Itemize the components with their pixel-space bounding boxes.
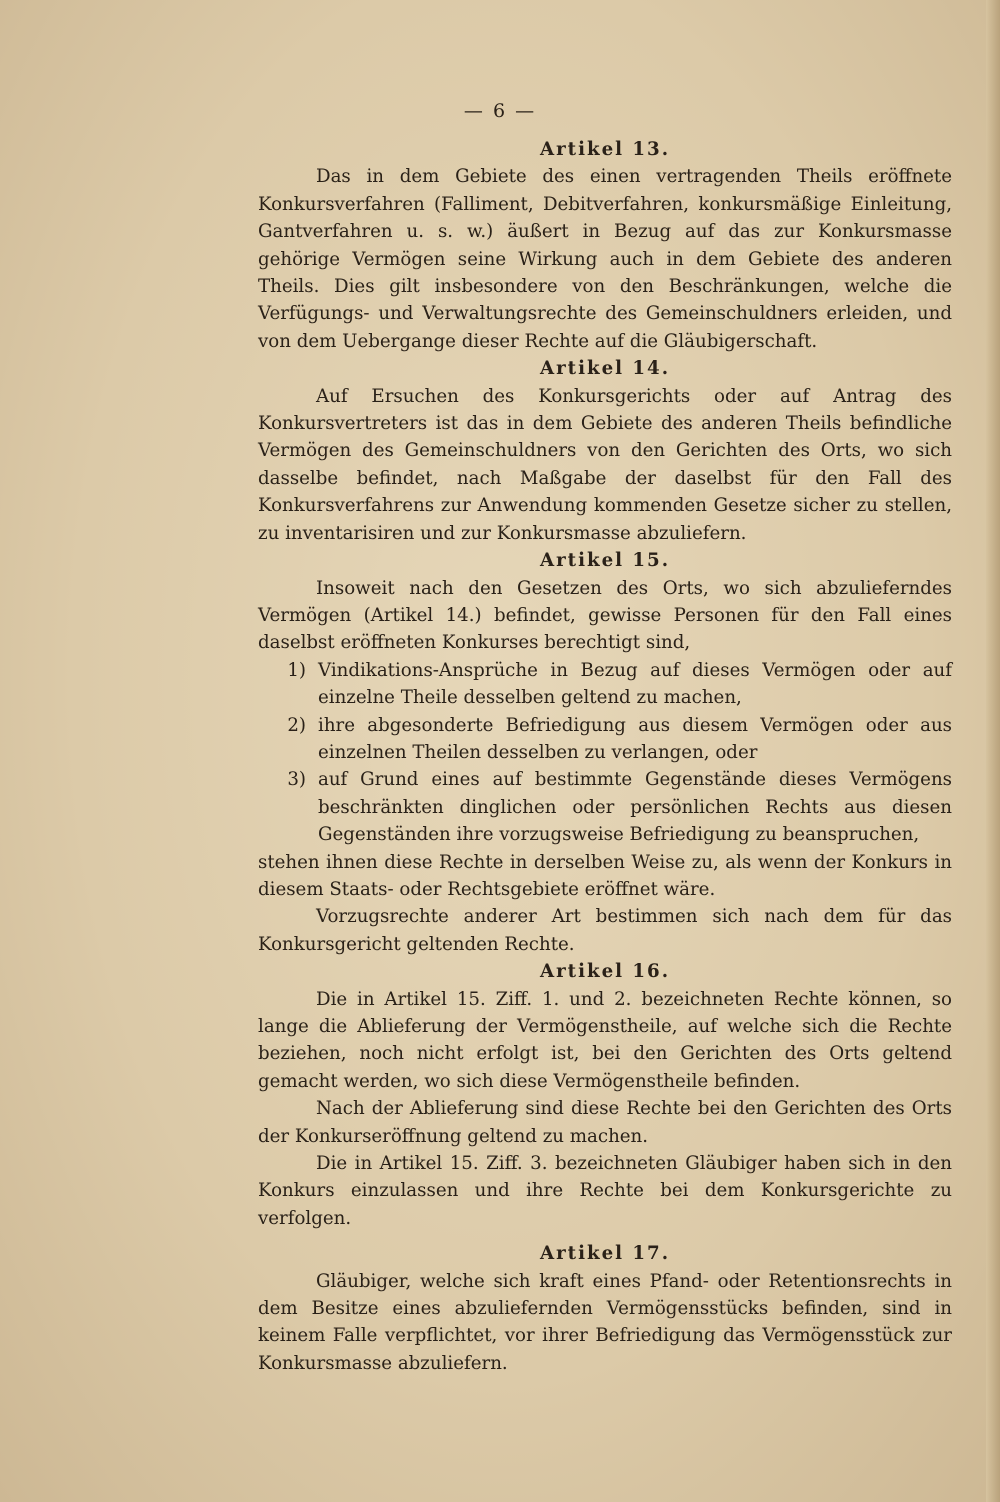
paragraph-closing: stehen ihnen diese Rechte in derselben Weise zu, als wenn der Konkurs in diesem Staats- oder Rechtsgebiete eröffnet wäre. — [258, 851, 952, 900]
list-item-text: Vindikations-Ansprüche in Bezug auf dieses Vermögen oder auf einzelne Theile desselben geltend zu machen, — [318, 659, 952, 709]
paragraph: Vorzugsrechte anderer Art bestimmen sich nach dem für das Konkursgericht geltenden Rechte. — [258, 906, 952, 955]
article-heading: Artikel 16. — [539, 961, 671, 983]
article-heading: Artikel 17. — [539, 1243, 671, 1265]
page-edge — [986, 0, 1000, 1502]
paragraph-intro: Insoweit nach den Gesetzen des Orts, wo sich abzulieferndes Vermögen (Artikel 14.) befindet, gewisse Personen für den Fall eines daselbst eröffneten Konkurses berechtigt sind, — [258, 577, 952, 654]
article-13 — [258, 136, 952, 355]
enumerated-list — [258, 657, 952, 849]
article-heading: Artikel 15. — [539, 550, 671, 572]
list-item-number: 2) — [287, 714, 306, 736]
article-17 — [258, 1240, 952, 1377]
article-16 — [258, 958, 952, 1232]
list-item-text: auf Grund eines auf bestimmte Gegenstände dieses Vermögens beschränkten dinglichen oder persönlichen Rechts aus diesen Gegenständen ihre vorzugsweise Befriedigung zu beanspruchen, — [318, 769, 952, 846]
paragraph: Gläubiger, welche sich kraft eines Pfand- oder Retentionsrechts in dem Besitze eines abzuliefernden Vermögensstücks befinden, sind in keinem Falle verpflichtet, vor ihrer Befriedigung das Vermögensstück zur Konkursmasse abzuliefern. — [258, 1270, 952, 1374]
page-number: — 6 — — [463, 100, 537, 122]
document-body — [258, 136, 952, 1377]
list-item-text: ihre abgesonderte Befriedigung aus diesem Vermögen oder aus einzelnen Theilen desselben zu verlangen, oder — [318, 714, 952, 763]
article-14 — [258, 355, 952, 547]
paragraph: Die in Artikel 15. Ziff. 1. und 2. bezeichneten Rechte können, so lange die Ablieferung der Vermögenstheile, auf welche sich die Rechte beziehen, noch nicht erfolgt ist, bei den Gerichten des Orts geltend gemacht werden, wo sich diese Vermögenstheile befinden. — [258, 988, 952, 1092]
list-item — [268, 657, 952, 712]
paragraph: Das in dem Gebiete des einen vertragenden Theils eröffnete Konkursverfahren (Falliment, Debitverfahren, konkursmäßige Einleitung, Gantverfahren u. s. w.) äußert in Bezug auf das zur Konkursmasse gehörige Vermögen seine Wirkung auch in dem Gebiete des anderen Theils. Dies gilt insbesondere von den Beschränkungen, welche die Verfügungs- und Verwaltungsrechte des Gemeinschuldners erleiden, und von dem Uebergange dieser Rechte auf die Gläubigerschaft. — [258, 166, 952, 352]
article-heading: Artikel 14. — [539, 358, 671, 380]
list-item — [268, 766, 952, 848]
article-heading: Artikel 13. — [539, 139, 671, 160]
list-item-number: 1) — [287, 659, 306, 681]
paragraph: Nach der Ablieferung sind diese Rechte bei den Gerichten des Orts der Konkurseröffnung geltend zu machen. — [258, 1098, 952, 1147]
list-item — [268, 712, 952, 767]
list-item-number: 3) — [287, 769, 306, 791]
paragraph: Die in Artikel 15. Ziff. 3. bezeichneten Gläubiger haben sich in den Konkurs einzulassen und ihre Rechte bei dem Konkursgerichte zu verfolgen. — [258, 1153, 952, 1229]
paragraph: Auf Ersuchen des Konkursgerichts oder auf Antrag des Konkursvertreters ist das in dem Gebiete des anderen Theils befindliche Vermögen des Gemeinschuldners von den Gerichten des Orts, wo sich dasselbe befindet, nach Maßgabe der daselbst für den Fall des Konkursverfahrens zur Anwendung kommenden Gesetze sicher zu stellen, zu inventarisiren und zur Konkursmasse abzuliefern. — [258, 385, 952, 544]
article-15 — [258, 547, 952, 958]
